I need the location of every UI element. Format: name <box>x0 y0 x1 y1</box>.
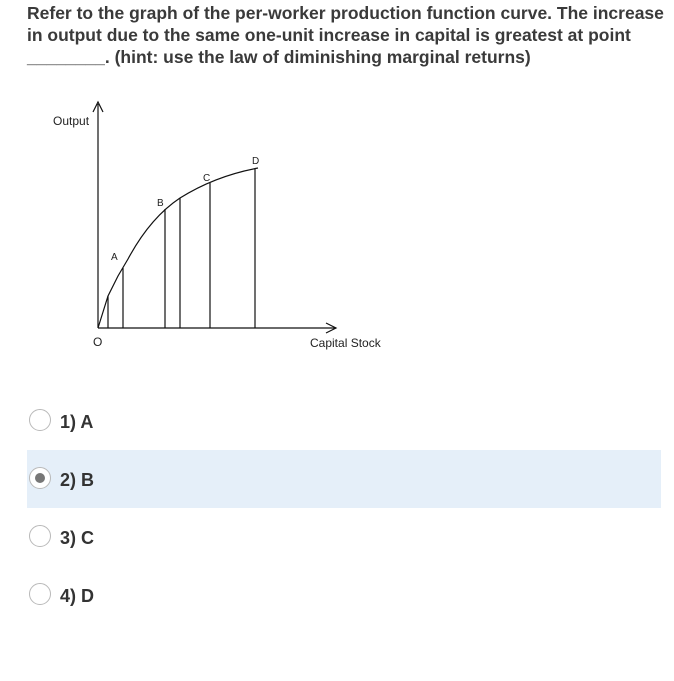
option-label[interactable]: 4) D <box>60 586 95 606</box>
radio-button[interactable] <box>29 525 51 547</box>
point-label-c: C <box>203 173 211 184</box>
origin-label: O <box>93 335 103 349</box>
radio-button[interactable] <box>29 409 51 431</box>
y-axis-label: Output <box>53 114 90 128</box>
option-label[interactable]: 3) C <box>60 528 95 548</box>
point-label-d: D <box>252 156 260 167</box>
question-text: Refer to the graph of the per-worker production function curve. The increase in output due to the same one-unit increase in capital is greatest at point ________. (hint: use the law of diminishing marginal returns) <box>27 3 664 67</box>
option-label[interactable]: 2) B <box>60 470 95 490</box>
option-b[interactable] <box>27 450 661 508</box>
option-a[interactable] <box>27 392 661 450</box>
production-curve <box>98 168 258 328</box>
radio-button[interactable] <box>29 583 51 605</box>
option-c[interactable] <box>27 508 661 566</box>
point-label-a: A <box>111 252 118 263</box>
point-label-b: B <box>157 198 164 209</box>
x-axis-label: Capital Stock <box>310 336 381 350</box>
answer-options <box>27 392 661 624</box>
radio-button[interactable] <box>29 467 51 489</box>
option-label[interactable]: 1) A <box>60 412 94 432</box>
production-function-graph <box>40 95 420 360</box>
radio-dot <box>35 473 45 483</box>
option-d[interactable] <box>27 566 661 624</box>
